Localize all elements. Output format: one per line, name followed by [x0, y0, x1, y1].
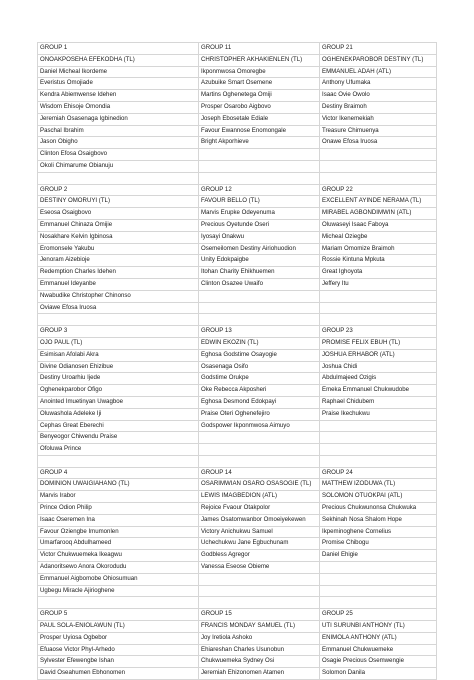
- member-cell[interactable]: OGHENEKPAROBOR DESTINY (TL): [320, 54, 437, 66]
- member-cell[interactable]: FRANCIS MONDAY SAMUEL (TL): [199, 621, 320, 633]
- member-cell[interactable]: Promise Chibogu: [320, 538, 437, 550]
- member-cell[interactable]: Osemeilomen Destiny Airiohuodion: [199, 243, 320, 255]
- member-cell[interactable]: [199, 149, 320, 161]
- table-row: [38, 621, 437, 633]
- table-row: [38, 432, 437, 444]
- member-cell[interactable]: Kendra Abiemwense Idehen: [38, 90, 199, 102]
- table-row: [38, 408, 437, 420]
- group-header-cell[interactable]: GROUP 25: [320, 609, 437, 621]
- member-cell[interactable]: Abdulmajeed Ozigis: [320, 373, 437, 385]
- member-cell[interactable]: Anointed Imuetinyan Uwagboe: [38, 396, 199, 408]
- member-cell[interactable]: Rossie Kintuna Mpkuta: [320, 255, 437, 267]
- table-row: [38, 160, 437, 172]
- member-cell[interactable]: Victor Ikenemekiah: [320, 113, 437, 125]
- member-cell[interactable]: Osagie Precious Osemwengie: [320, 656, 437, 668]
- table-row: [38, 255, 437, 267]
- group-header-row: [38, 467, 437, 479]
- table-row: [38, 373, 437, 385]
- table-row: [38, 243, 437, 255]
- table-row: [38, 444, 437, 456]
- member-cell[interactable]: Martins Oghenetega Omiji: [199, 90, 320, 102]
- member-cell[interactable]: [320, 562, 437, 574]
- table-row: [38, 550, 437, 562]
- member-cell[interactable]: [320, 432, 437, 444]
- member-cell[interactable]: Sylvester Efewengbe Ishan: [38, 656, 199, 668]
- member-cell[interactable]: FAVOUR BELLO (TL): [199, 196, 320, 208]
- empty-cell[interactable]: [199, 172, 320, 184]
- member-cell[interactable]: PROMISE FELIX EBUH (TL): [320, 337, 437, 349]
- member-cell[interactable]: Uchechukwu Jane Egbuchunam: [199, 538, 320, 550]
- member-cell[interactable]: Nwabudike Christopher Chinonso: [38, 290, 199, 302]
- table-row: [38, 90, 437, 102]
- member-cell[interactable]: Destiny Braimoh: [320, 101, 437, 113]
- table-row: [38, 231, 437, 243]
- member-cell[interactable]: Clinton Osazee Uwaifo: [199, 278, 320, 290]
- member-cell[interactable]: Favour Oziengbe Imumonlen: [38, 526, 199, 538]
- member-cell[interactable]: Jeffery Itu: [320, 278, 437, 290]
- member-cell[interactable]: DESTINY OMORUYI (TL): [38, 196, 199, 208]
- group-header-cell[interactable]: GROUP 14: [199, 467, 320, 479]
- group-header-row: [38, 43, 437, 55]
- empty-cell[interactable]: [320, 314, 437, 326]
- member-cell[interactable]: Great Ighoyota: [320, 267, 437, 279]
- member-cell[interactable]: Eghosa Godstime Osayogie: [199, 349, 320, 361]
- table-row: [38, 632, 437, 644]
- member-cell[interactable]: UTI SURUNBI ANTHONY (TL): [320, 621, 437, 633]
- group-header-cell[interactable]: GROUP 23: [320, 326, 437, 338]
- table-row: [38, 208, 437, 220]
- member-cell[interactable]: Ofoluwa Prince: [38, 444, 199, 456]
- group-header-cell[interactable]: GROUP 15: [199, 609, 320, 621]
- member-cell[interactable]: Eromonsele Yakubu: [38, 243, 199, 255]
- member-cell[interactable]: [320, 573, 437, 585]
- member-cell[interactable]: Favour Ewannose Enomongale: [199, 125, 320, 137]
- member-cell[interactable]: Paschal Ibrahim: [38, 125, 199, 137]
- member-cell[interactable]: Victory Anichukwu Samuel: [199, 526, 320, 538]
- member-cell[interactable]: MIRABEL AGBONDIMWIN (ATL): [320, 208, 437, 220]
- member-cell[interactable]: OSARIMWIAN OSARO OSASOGIE (TL): [199, 479, 320, 491]
- member-cell[interactable]: Micheal Oziegbe: [320, 231, 437, 243]
- table-row: [38, 361, 437, 373]
- member-cell[interactable]: Umarfarooq Abdulhameed: [38, 538, 199, 550]
- table-row: [38, 66, 437, 78]
- member-cell[interactable]: [320, 420, 437, 432]
- member-cell[interactable]: ONOAKPOSEHA EFEKODHA (TL): [38, 54, 199, 66]
- member-cell[interactable]: EXCELLENT AYINDE NERAMA (TL): [320, 196, 437, 208]
- member-cell[interactable]: Eghosa Desmond Edokpayi: [199, 396, 320, 408]
- member-cell[interactable]: Ugbegu Miracle Ajirioghene: [38, 585, 199, 597]
- member-cell[interactable]: EDWIN EKOZIN (TL): [199, 337, 320, 349]
- member-cell[interactable]: Ikponmwosa Omoregbe: [199, 66, 320, 78]
- member-cell[interactable]: Jeremiah Ehizonomen Atamen: [199, 668, 320, 680]
- member-cell[interactable]: Emmanuel Chukwuemeke: [320, 644, 437, 656]
- member-cell[interactable]: Oghenekparobor Ofigo: [38, 385, 199, 397]
- member-cell[interactable]: Solomon Danila: [320, 668, 437, 680]
- member-cell[interactable]: ENIMOLA ANTHONY (ATL): [320, 632, 437, 644]
- table-row: [38, 396, 437, 408]
- member-cell[interactable]: Emmanuel Chinaza Omijie: [38, 219, 199, 231]
- member-cell[interactable]: Okoli Chimarume Obianuju: [38, 160, 199, 172]
- member-cell[interactable]: Eseosa Osaigbovo: [38, 208, 199, 220]
- member-cell[interactable]: CHRISTOPHER AKHAKIENLEN (TL): [199, 54, 320, 66]
- table-row: [38, 479, 437, 491]
- table-row: [38, 125, 437, 137]
- group-header-row: [38, 326, 437, 338]
- member-cell[interactable]: MATTHEW IZODUWA (TL): [320, 479, 437, 491]
- member-cell[interactable]: Bright Akporhieve: [199, 137, 320, 149]
- member-cell[interactable]: SOLOMON OTUOKPAI (ATL): [320, 491, 437, 503]
- member-cell[interactable]: Nosakhare Kelvin Igbinosa: [38, 231, 199, 243]
- empty-cell[interactable]: [199, 455, 320, 467]
- table-body: [38, 43, 437, 680]
- table-row: [38, 491, 437, 503]
- member-cell[interactable]: Divine Odianosen Ehizibue: [38, 361, 199, 373]
- member-cell[interactable]: Joseph Ebosetale Ediale: [199, 113, 320, 125]
- empty-cell[interactable]: [38, 455, 199, 467]
- table-row: [38, 514, 437, 526]
- member-cell[interactable]: Godbless Agregor: [199, 550, 320, 562]
- spacer-row: [38, 172, 437, 184]
- table-row: [38, 385, 437, 397]
- member-cell[interactable]: Onawe Efosa Iruosa: [320, 137, 437, 149]
- member-cell[interactable]: Emeka Emmanuel Chukwudobe: [320, 385, 437, 397]
- member-cell[interactable]: Emmanuel Aigbomobe Ohiosumuan: [38, 573, 199, 585]
- member-cell[interactable]: Raphael Chidubem: [320, 396, 437, 408]
- member-cell[interactable]: Clinton Efosa Osaigbovo: [38, 149, 199, 161]
- table-row: [38, 113, 437, 125]
- member-cell[interactable]: Sekhinah Nosa Shalom Hope: [320, 514, 437, 526]
- member-cell[interactable]: Rejoice Fvaour Otakpolor: [199, 503, 320, 515]
- member-cell[interactable]: Jeremiah Osasenaga Igbinedion: [38, 113, 199, 125]
- table-row: [38, 573, 437, 585]
- member-cell[interactable]: [320, 290, 437, 302]
- member-cell[interactable]: Mariam Omomize Braimoh: [320, 243, 437, 255]
- member-cell[interactable]: Efuaose Victor Phyl-Arhedo: [38, 644, 199, 656]
- spacer-row: [38, 455, 437, 467]
- member-cell[interactable]: Osasenaga Osifo: [199, 361, 320, 373]
- member-cell[interactable]: Marvis Irabor: [38, 491, 199, 503]
- member-cell[interactable]: Oluwashola Adeleke Iji: [38, 408, 199, 420]
- member-cell[interactable]: Marvis Erupke Odeyenuma: [199, 208, 320, 220]
- member-cell[interactable]: Isaac Ovie Owolo: [320, 90, 437, 102]
- member-cell[interactable]: Prosper Osarobo Aigbovo: [199, 101, 320, 113]
- table-row: [38, 290, 437, 302]
- table-row: [38, 349, 437, 361]
- member-cell[interactable]: Adanoritsewo Anora Okorodudu: [38, 562, 199, 574]
- member-cell[interactable]: Joshua Chidi: [320, 361, 437, 373]
- member-cell[interactable]: Azubuike Smart Osemene: [199, 78, 320, 90]
- table-row: [38, 337, 437, 349]
- group-header-cell[interactable]: GROUP 22: [320, 184, 437, 196]
- group-header-cell[interactable]: GROUP 2: [38, 184, 199, 196]
- member-cell[interactable]: Itohan Charity Ehikhuemen: [199, 267, 320, 279]
- member-cell[interactable]: Praise Oteri Oghenefejiro: [199, 408, 320, 420]
- member-cell[interactable]: Oluwaseyi Isaac Faboya: [320, 219, 437, 231]
- member-cell[interactable]: Ikpeminoghene Cornelius: [320, 526, 437, 538]
- table-row: [38, 278, 437, 290]
- table-row: [38, 196, 437, 208]
- member-cell[interactable]: Wisdom Ehisoje Omondia: [38, 101, 199, 113]
- empty-cell[interactable]: [320, 455, 437, 467]
- member-cell[interactable]: Iyosayi Onakwu: [199, 231, 320, 243]
- empty-cell[interactable]: [38, 314, 199, 326]
- member-cell[interactable]: [199, 585, 320, 597]
- member-cell[interactable]: Oviawe Efosa Iruosa: [38, 302, 199, 314]
- table-row: [38, 656, 437, 668]
- member-cell[interactable]: Emmanuel Ideyanbe: [38, 278, 199, 290]
- member-cell[interactable]: Precious Oyetunde Oseri: [199, 219, 320, 231]
- table-row: [38, 526, 437, 538]
- table-row: [38, 668, 437, 680]
- table-row: [38, 420, 437, 432]
- member-cell[interactable]: Benyeogor Chiwendu Praise: [38, 432, 199, 444]
- spreadsheet: [37, 42, 436, 680]
- member-cell[interactable]: Cephas Great Eberechi: [38, 420, 199, 432]
- member-cell[interactable]: Praise Ikechukwu: [320, 408, 437, 420]
- table-row: [38, 644, 437, 656]
- member-cell[interactable]: Prosper Uyiosa Ogbebor: [38, 632, 199, 644]
- member-cell[interactable]: Chukwuemeka Sydney Osi: [199, 656, 320, 668]
- table-row: [38, 101, 437, 113]
- member-cell[interactable]: Everistus Omojiade: [38, 78, 199, 90]
- table-row: [38, 538, 437, 550]
- table-row: [38, 54, 437, 66]
- member-cell[interactable]: LEWIS IMAGBEDION (ATL): [199, 491, 320, 503]
- group-header-cell[interactable]: GROUP 4: [38, 467, 199, 479]
- member-cell[interactable]: PAUL SOLA-ENIOLAWUN (TL): [38, 621, 199, 633]
- table-row: [38, 78, 437, 90]
- member-cell[interactable]: [199, 160, 320, 172]
- member-cell[interactable]: [199, 302, 320, 314]
- group-header-cell[interactable]: GROUP 21: [320, 43, 437, 55]
- member-cell[interactable]: Godspower Ikponmwosa Aimuyo: [199, 420, 320, 432]
- member-cell[interactable]: JOSHUA ERHABOR (ATL): [320, 349, 437, 361]
- group-header-cell[interactable]: GROUP 24: [320, 467, 437, 479]
- member-cell[interactable]: Daniel Micheal Ikordeme: [38, 66, 199, 78]
- group-header-cell[interactable]: GROUP 12: [199, 184, 320, 196]
- member-cell[interactable]: Prince Odion Philip: [38, 503, 199, 515]
- member-cell[interactable]: Joy Iretiola Ashoko: [199, 632, 320, 644]
- member-cell[interactable]: James Osatomwanbor Omoeiyekewen: [199, 514, 320, 526]
- member-cell[interactable]: OJO PAUL (TL): [38, 337, 199, 349]
- member-cell[interactable]: Destiny Uroarhiu Ijede: [38, 373, 199, 385]
- member-cell[interactable]: [320, 149, 437, 161]
- member-cell[interactable]: [199, 573, 320, 585]
- table-row: [38, 219, 437, 231]
- group-header-cell[interactable]: GROUP 5: [38, 609, 199, 621]
- member-cell[interactable]: Godstime Orukpe: [199, 373, 320, 385]
- table-row: [38, 267, 437, 279]
- table-row: [38, 302, 437, 314]
- member-cell[interactable]: Anthony Ufumaka: [320, 78, 437, 90]
- member-cell[interactable]: [199, 290, 320, 302]
- member-cell[interactable]: [320, 302, 437, 314]
- group-header-row: [38, 184, 437, 196]
- member-cell[interactable]: Daniel Ehigie: [320, 550, 437, 562]
- group-header-cell[interactable]: GROUP 13: [199, 326, 320, 338]
- table-row: [38, 503, 437, 515]
- member-cell[interactable]: Ehiareshan Charles Usunobun: [199, 644, 320, 656]
- member-cell[interactable]: David Oseahumen Ebhonomen: [38, 668, 199, 680]
- member-cell[interactable]: Jason Obigho: [38, 137, 199, 149]
- member-cell[interactable]: Vanessa Eseose Obieme: [199, 562, 320, 574]
- empty-cell[interactable]: [199, 314, 320, 326]
- member-cell[interactable]: EMMANUEL ADAH (ATL): [320, 66, 437, 78]
- empty-cell[interactable]: [320, 597, 437, 609]
- member-cell[interactable]: Isaac Oseremen Ina: [38, 514, 199, 526]
- group-table: [37, 42, 437, 680]
- member-cell[interactable]: Treasure Chimuenya: [320, 125, 437, 137]
- table-row: [38, 585, 437, 597]
- group-header-cell[interactable]: GROUP 3: [38, 326, 199, 338]
- member-cell[interactable]: DOMINION UWAIGIAHANO (TL): [38, 479, 199, 491]
- table-row: [38, 137, 437, 149]
- table-row: [38, 562, 437, 574]
- group-header-cell[interactable]: GROUP 11: [199, 43, 320, 55]
- member-cell[interactable]: [320, 444, 437, 456]
- spacer-row: [38, 597, 437, 609]
- member-cell[interactable]: [199, 444, 320, 456]
- member-cell[interactable]: Jenoram Aizebioje: [38, 255, 199, 267]
- group-header-cell[interactable]: GROUP 1: [38, 43, 199, 55]
- table-row: [38, 149, 437, 161]
- member-cell[interactable]: [199, 432, 320, 444]
- member-cell[interactable]: Esimisan Afolabi Akra: [38, 349, 199, 361]
- member-cell[interactable]: [320, 585, 437, 597]
- member-cell[interactable]: Redemption Charles Idehen: [38, 267, 199, 279]
- empty-cell[interactable]: [199, 597, 320, 609]
- empty-cell[interactable]: [38, 597, 199, 609]
- member-cell[interactable]: Unity Edokpaigbe: [199, 255, 320, 267]
- member-cell[interactable]: [320, 160, 437, 172]
- empty-cell[interactable]: [38, 172, 199, 184]
- empty-cell[interactable]: [320, 172, 437, 184]
- member-cell[interactable]: Oke Rebecca Akposheri: [199, 385, 320, 397]
- member-cell[interactable]: Precious Chukwunonsa Chukwuka: [320, 503, 437, 515]
- spacer-row: [38, 314, 437, 326]
- group-header-row: [38, 609, 437, 621]
- member-cell[interactable]: Victor Chukwuemeka Ikeagwu: [38, 550, 199, 562]
